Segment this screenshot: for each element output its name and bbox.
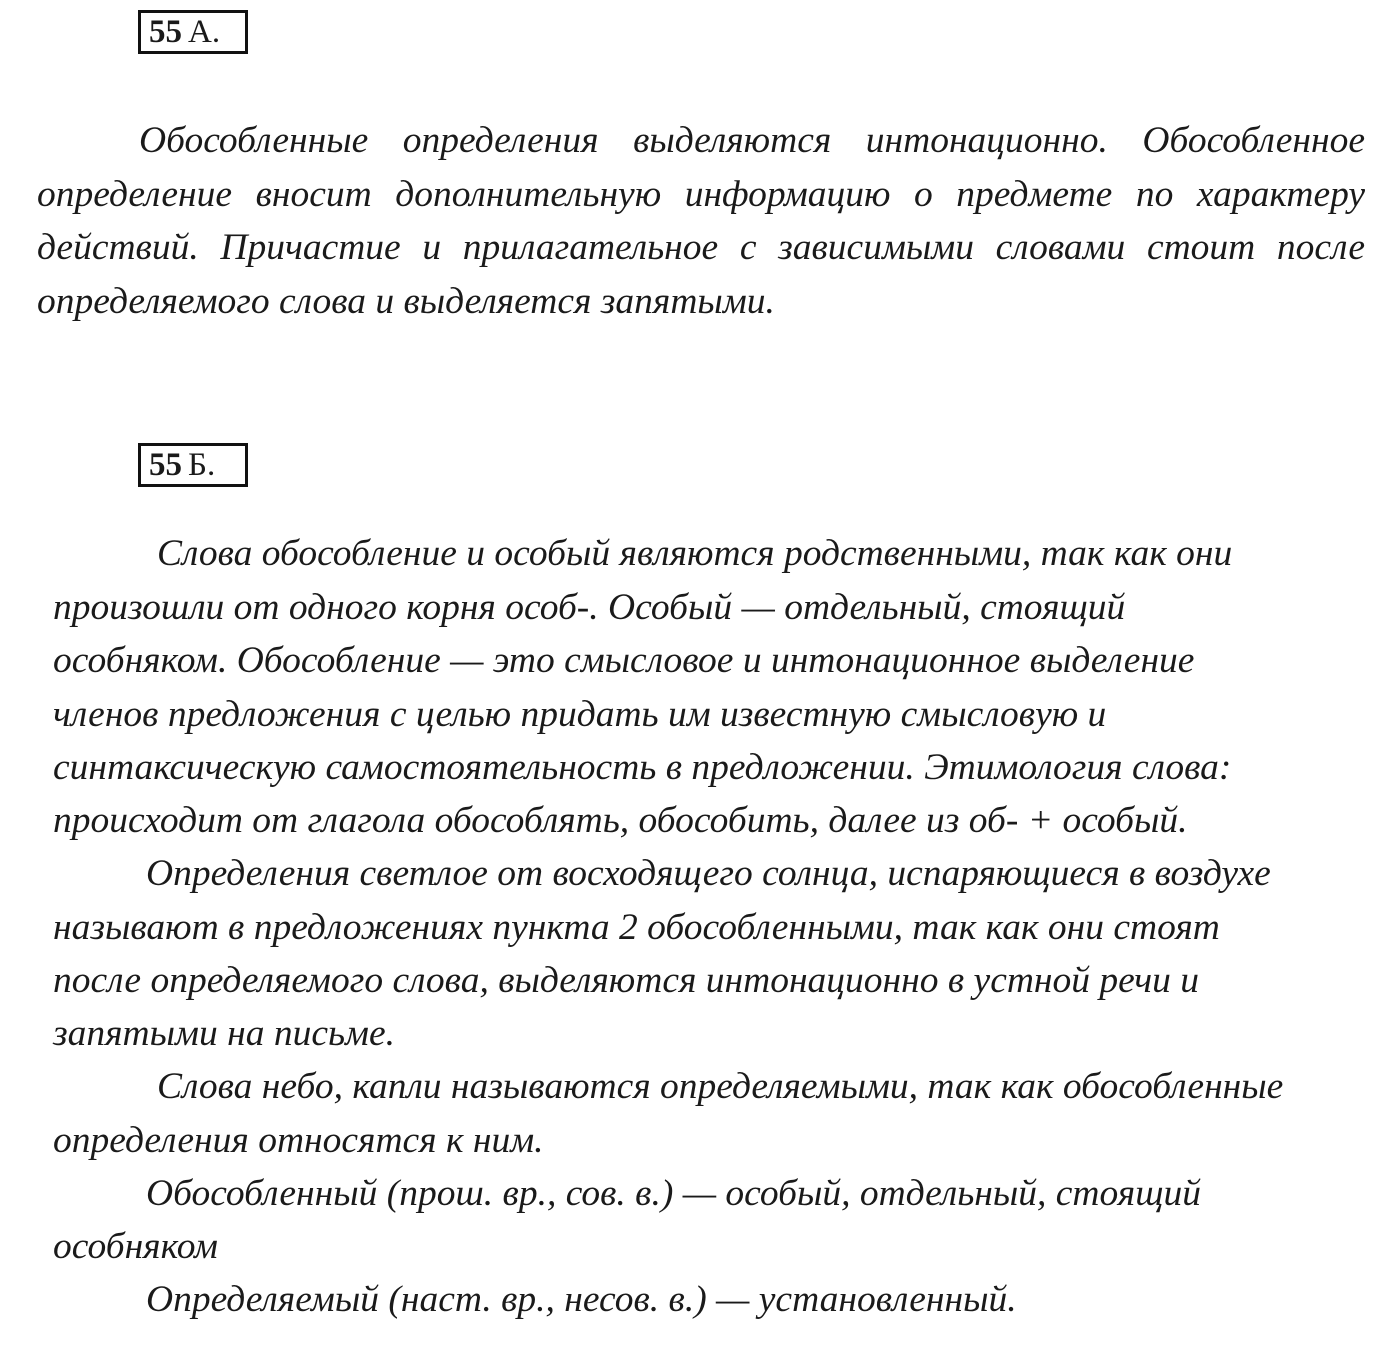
section-b-number: 55 <box>149 446 182 483</box>
section-b-line: Слова обособление и особый являются родственными, так как они <box>157 533 1233 574</box>
section-a-number: 55 <box>149 13 182 50</box>
section-b-line: произошли от одного корня особ-. Особый — отдельный, стоящий <box>53 587 1126 628</box>
section-b-line: синтаксическую самостоятельность в предложении. Этимология слова: <box>53 747 1232 788</box>
section-b-label <box>138 443 248 487</box>
section-b-line: Определяемый (наст. вр., несов. в.) — установленный. <box>146 1279 1017 1320</box>
section-b-line: Определения светлое от восходящего солнца, испаряющиеся в воздухе <box>146 853 1271 894</box>
section-a-letter: А. <box>188 13 221 50</box>
section-b-line: Обособленный (прош. вр., сов. в.) — особый, отдельный, стоящий <box>146 1173 1201 1214</box>
section-b-line: особняком <box>53 1226 218 1267</box>
section-a-paragraph: Обособленные определения выделяются интонационно. Обособленное определение вносит дополнительную информацию о предмете по характеру действий. Причастие и прилагательное с зависимыми словами стоит после определяемого слова и выделяется запятыми. <box>37 120 1365 322</box>
section-b-line: особняком. Обособление — это смысловое и интонационное выделение <box>53 640 1195 681</box>
section-b-line: происходит от глагола обособлять, обособить, далее из об- + особый. <box>53 800 1188 841</box>
section-b-line: определения относятся к ним. <box>53 1120 544 1161</box>
section-a-label <box>138 10 248 54</box>
section-b-line: запятыми на письме. <box>53 1013 395 1054</box>
section-b-line: называют в предложениях пункта 2 обособленными, так как они стоят <box>53 907 1220 948</box>
section-b-line: после определяемого слова, выделяются интонационно в устной речи и <box>53 960 1200 1001</box>
section-b-line: Слова небо, капли называются определяемыми, так как обособленные <box>157 1066 1284 1107</box>
section-b-letter: Б. <box>188 446 216 483</box>
section-b-line: членов предложения с целью придать им известную смысловую и <box>53 694 1107 735</box>
